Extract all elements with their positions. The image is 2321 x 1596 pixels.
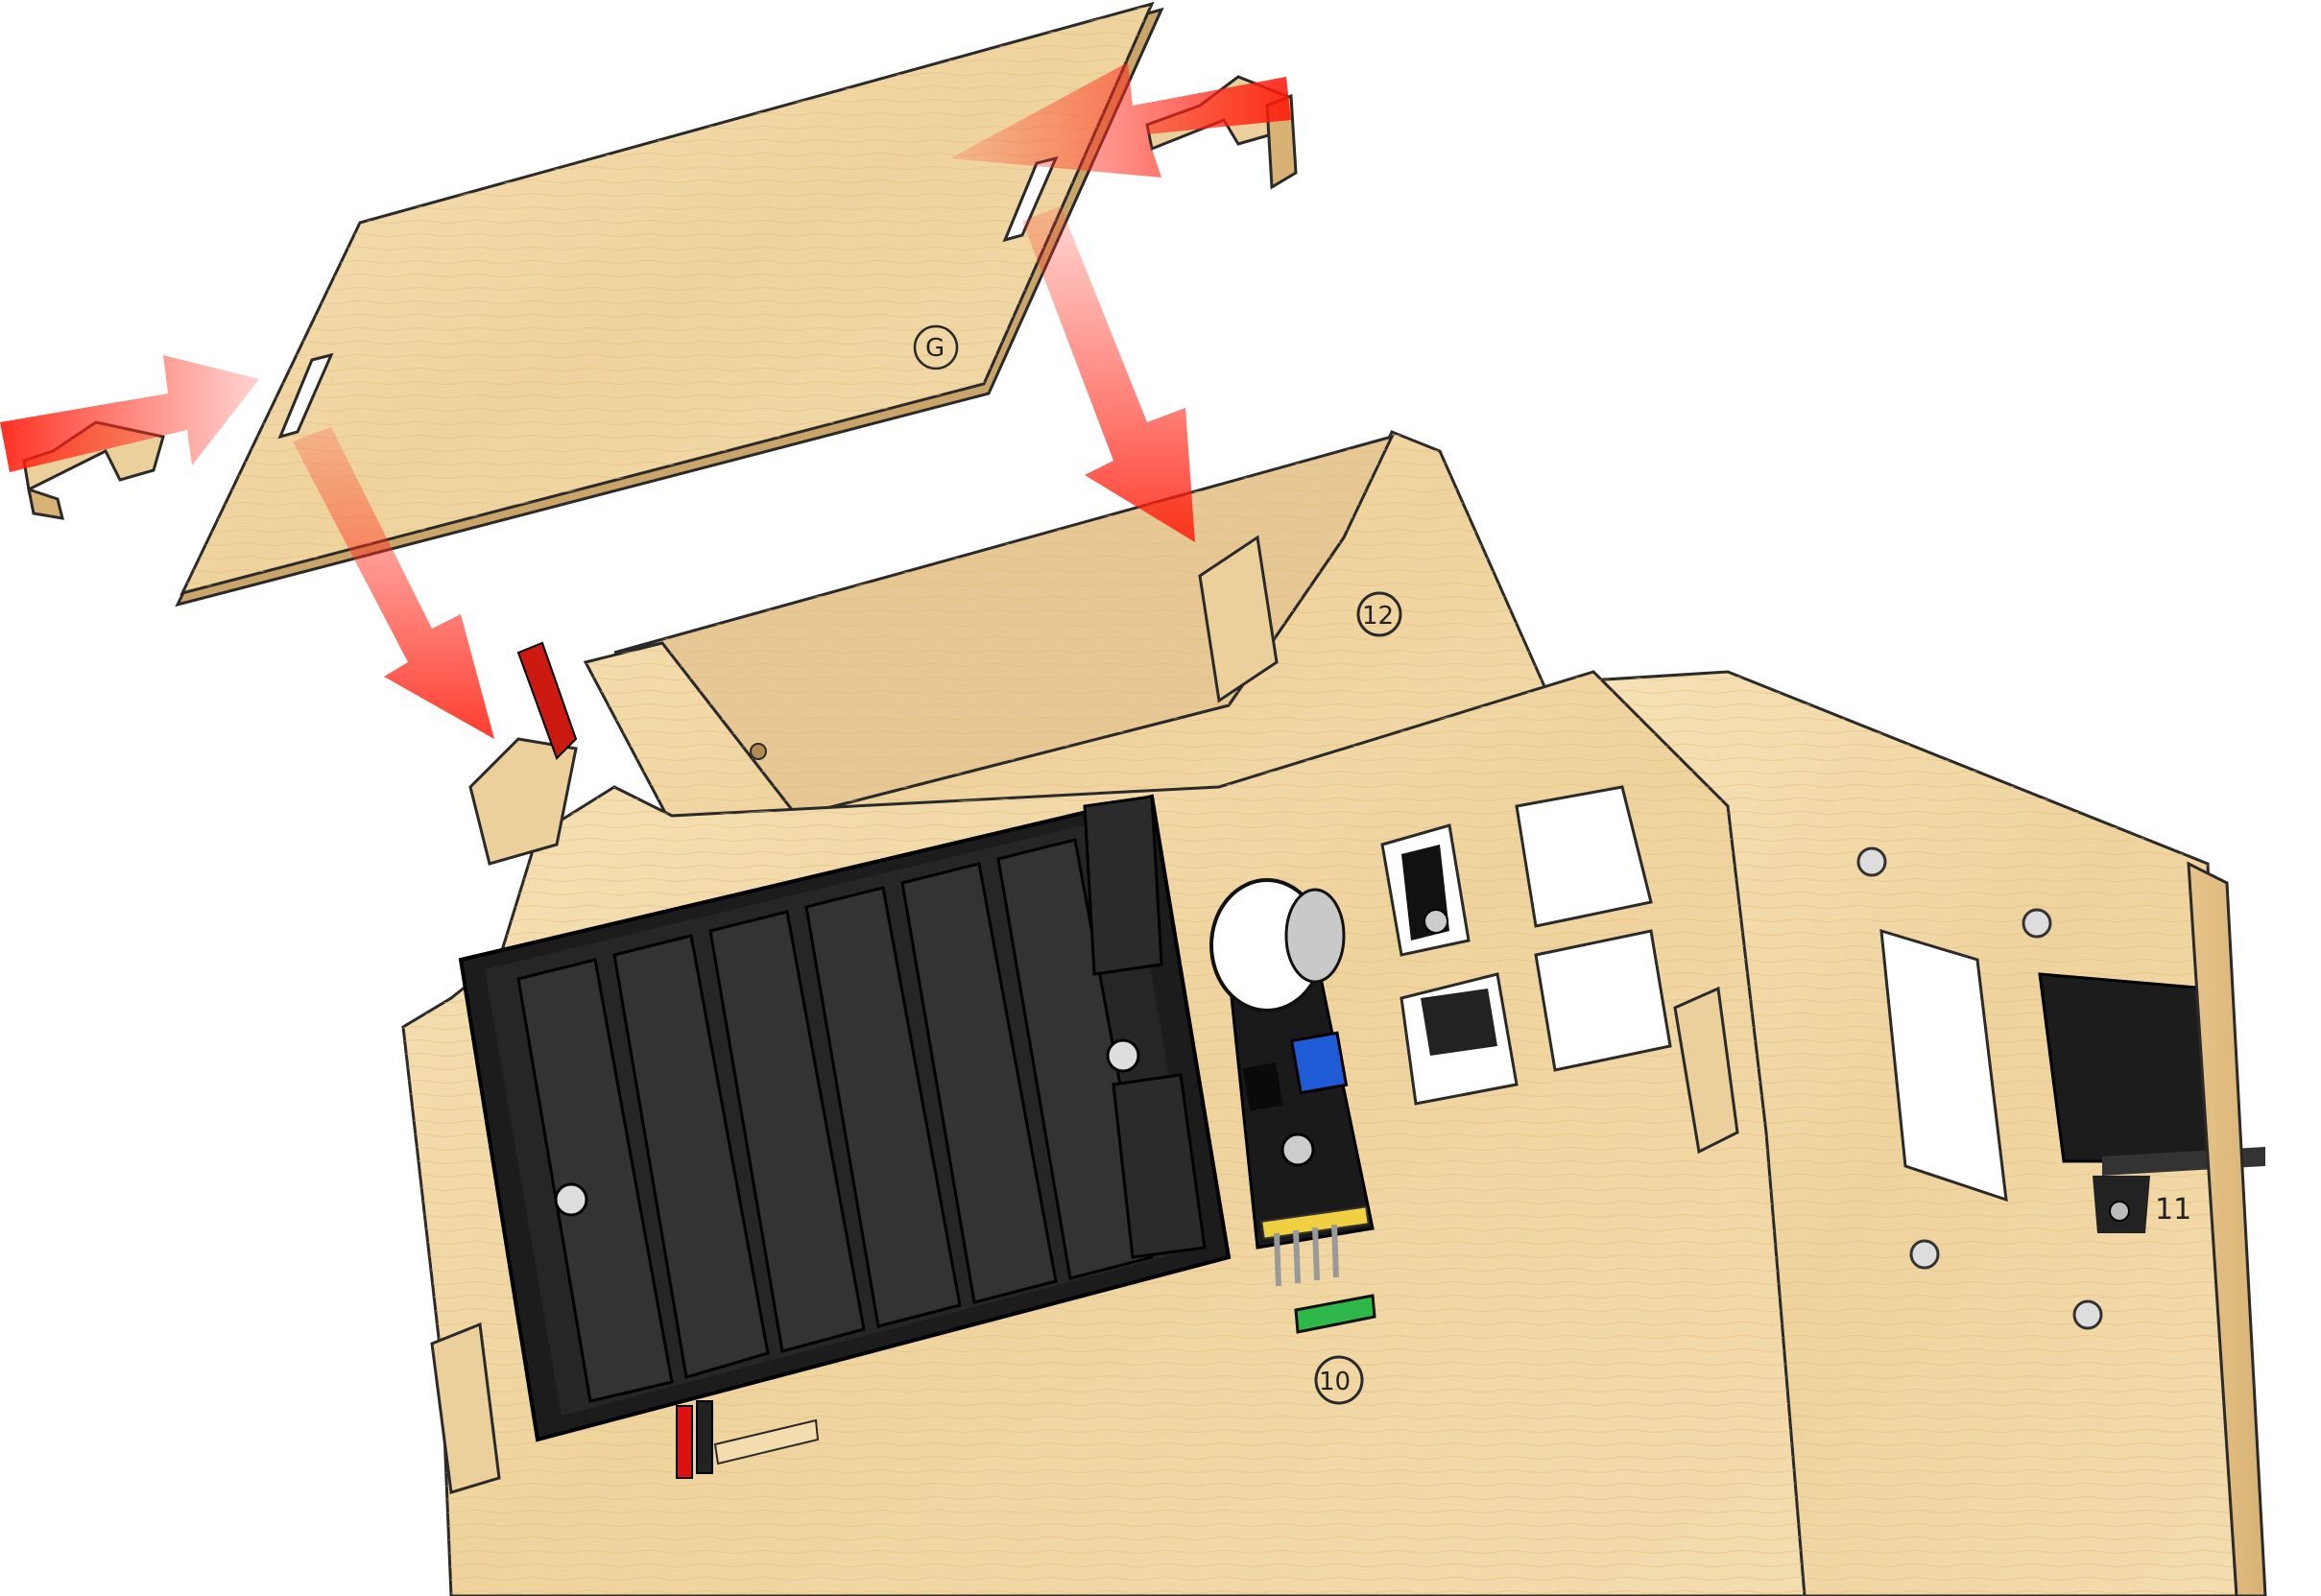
part-number-front: 10 bbox=[1319, 1368, 1352, 1396]
battery-wire-red bbox=[677, 1406, 692, 1478]
part-number-lid: G bbox=[925, 334, 945, 363]
screw-icon bbox=[2023, 910, 2050, 937]
screw-icon bbox=[1858, 848, 1885, 875]
screw-icon bbox=[1911, 1241, 1938, 1268]
part-number-back: 12 bbox=[1362, 602, 1395, 631]
arrow-icon bbox=[1022, 206, 1195, 542]
screw-icon bbox=[1108, 1040, 1138, 1071]
screw-icon bbox=[1282, 1134, 1313, 1165]
screw-icon bbox=[556, 1184, 586, 1215]
enclosure-lid bbox=[178, 4, 1161, 605]
screw-icon bbox=[1424, 910, 1448, 933]
part-number-right: 11 bbox=[2155, 1193, 2192, 1227]
screw-icon bbox=[2074, 1301, 2101, 1328]
battery-wire-black bbox=[697, 1401, 712, 1473]
